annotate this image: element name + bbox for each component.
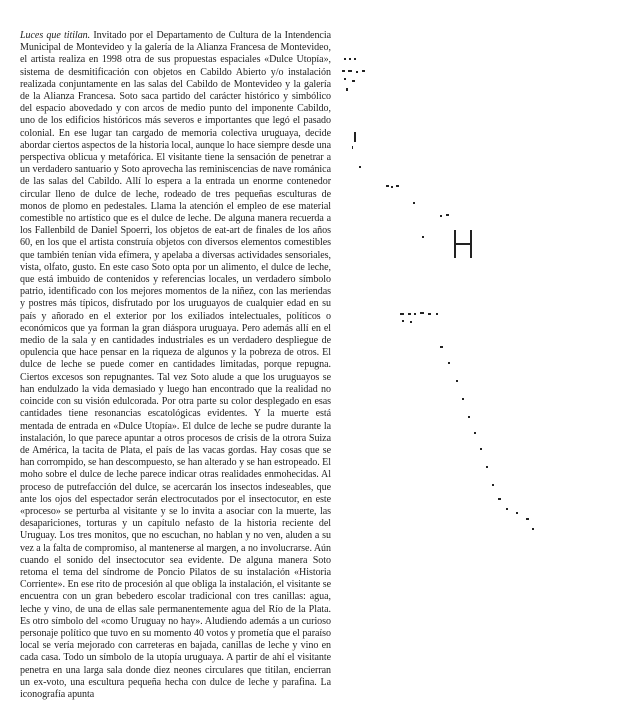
lead-italic: Luces que titilan. [20, 30, 91, 41]
mark-cluster-lower [400, 312, 534, 530]
decorative-marks [330, 0, 630, 644]
mark-cluster-top [342, 58, 365, 91]
article-paragraph [20, 30, 331, 701]
article-column [20, 30, 331, 701]
mark-cluster-mid [352, 132, 472, 258]
article-body: Invitado por el Departamento de Cultura de la Intendencia Municipal de Montevideo y la galería de la Alianza Francesa de Montevideo, el artista realiza en 1998 otra de sus propuestas espaciales «Dulce Utopía», sistema de desmitificación con objetos en Cabildo Abierto y/o instalación realizada conjuntamente en las salas del Cabildo de Montevideo y la galería de la Alianza Francesa. Soto saca partido del carácter histórico y simbólico del espacio abovedado y con arcos de medio punto del imponente Cabildo, uno de los edificios históricos más severos e importantes que legó el pasado colonial. En ese lugar tan cargado de memoria colectiva uruguaya, decide abordar ciertos aspectos de la historia local, aunque lo hace siempre desde una perspectiva oblicua y metafórica. El visitante tiene la sensación de penetrar a un verdadero santuario y Soto aprovecha las reminiscencias de nave románica de las salas del Cabildo. Allí lo espera a la entrada un enorme contenedor circular lleno de dulce de leche, rodeado de tres pequeñas esculturas de monos de plomo en pedestales. Llama la atención el empleo de ese material comestible no artístico que es el dulce de leche. De alguna manera recuerda a los Fallenbild de Daniel Spoerri, los objetos de eat-art de finales de los años 60, en los que el artista construía objetos con diversos elementos comestibles que también tenían vida efímera, y apelaba a diversas actividades sensoriales, vista, olfato, gusto. En este caso Soto opta por un alimento, el dulce de leche, que está imbuido de contenidos y referencias locales, un verdadero símbolo patrio, identificado con los mejores momentos de la niñez, con las meriendas y postres más típicos, disfrutado por los uruguayos de cualquier edad en su país y añorado en el exterior por los exiliados intelectuales, políticos o económicos que ya forman la gran diáspora uruguaya. Pero además allí en el medio de la sala y en cantidades industriales es un verdadero despliegue de opulencia que hace pensar en la riqueza de algunos y la pobreza de otros. El dulce de leche se puede comer en cantidades limitadas, porque repugna. Ciertos excesos son repugnantes. Tal vez Soto alude a que los uruguayos se han endulzado la vida demasiado y luego han encontrado que la realidad no coincide con su visión edulcorada. Por otra parte su color desplegado en esas cantidades tiene resonancias escatológicas evidentes. Y la muerte está mentada de entrada en «Dulce Utopía». El dulce de leche se pudre durante la instalación, lo que parece apuntar a otros procesos de crisis de la otrora Suiza de América, la tacita de Plata, el país de las vacas gordas. Hay cosas que se han corrompido, se han descompuesto, se han alterado y se han estropeado. El moho sobre el dulce de leche parece indicar otras realidades enmohecidas. Al proceso de putrefacción del dulce, se acercarán los insectos indeseables, que ante los ojos del espectador serán electrocutados por el insectocutor, en este «proceso» se perturba al visitante y se lo invita a asociar con la muerte, las desapariciones, torturas y un capítulo nefasto de la historia reciente del Uruguay. Los tres monitos, que no escuchan, no hablan y no ven, aluden a su vez a la falta de compromiso, al mantenerse al margen, a no involucrarse. Aún cuando el sonido del insectocutor sea evidente. De alguna manera Soto retoma el tema del síndrome de Poncio Pilatos de su instalación «Historia Corriente». En ese rito de procesión al que obliga la instalación, el visitante se encuentra con un gran bebedero escolar tradicional con tres canillas: agua, leche y vino, de una de ellas sale permanentemente agua del Río de la Plata. Es otro símbolo del «como Uruguay no hay». Aludiendo además a un curioso personaje político que tuvo en su momento 40 votos y prometía que el paraíso local se vería mejorado con carreteras en bajada, canillas de leche y vino en cada casa. Todo un símbolo de la utopía uruguaya. A partir de ahí el visitante penetra en una larga sala donde diez neones circulares que titilan, encierran un ex-voto, una escultura pequeña hecha con dulce de leche y parafina. La iconografía apunta [20, 30, 332, 700]
